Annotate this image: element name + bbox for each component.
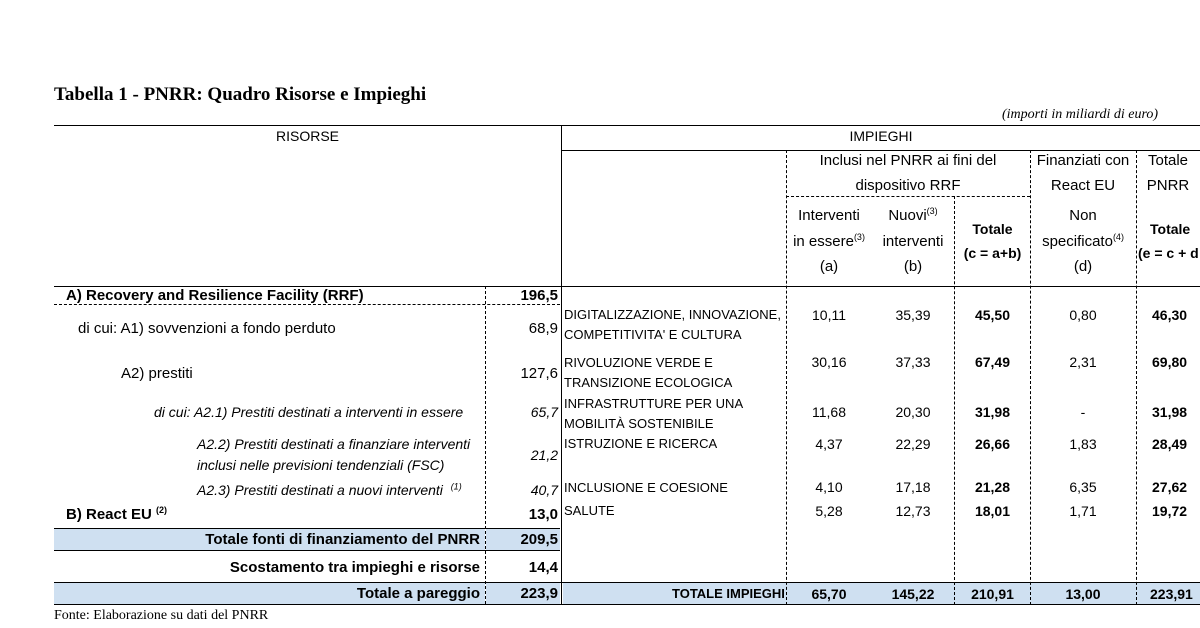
rrf-label: A) Recovery and Resilience Facility (RRF): [66, 287, 364, 304]
rrf-value: 196,5: [520, 287, 558, 304]
a22-value: 21,2: [530, 447, 558, 463]
impieghi-row-label: ISTRUZIONE E RICERCA: [564, 436, 718, 451]
impieghi-row-label: INCLUSIONE E COESIONE: [564, 480, 728, 495]
source-note: Fonte: Elaborazione su dati del PNRR: [54, 608, 269, 623]
table-top-rule: [54, 125, 1200, 126]
totale-impieghi-e: 223,91: [1150, 586, 1193, 602]
impieghi-cell-b: 35,39: [895, 307, 931, 323]
impieghi-cell-e: 19,72: [1152, 503, 1188, 519]
pareggio-top-rule: [54, 582, 1200, 583]
react-label: B) React EU $^{(2)}$: [66, 505, 168, 523]
units-note: (importi in miliardi di euro): [1002, 107, 1159, 122]
impieghi-cell-d: 2,31: [1069, 354, 1097, 370]
scostamento-label: Scostamento tra impieghi e risorse: [229, 559, 480, 576]
col-e-header-line1: Totale: [1150, 221, 1191, 237]
finanziati-header-line1: Finanziati con: [1036, 152, 1130, 169]
totale-impieghi-label: TOTALE IMPIEGHI: [672, 586, 785, 601]
impieghi-cell-d: 6,35: [1069, 479, 1097, 495]
impieghi-cell-d: -: [1080, 404, 1086, 420]
impieghi-row-label: INFRASTRUTTURE PER UNA MOBILITÀ SOSTENIBILE: [564, 396, 743, 431]
impieghi-cell-c: 45,50: [974, 307, 1011, 323]
inclusi-header-line1: Inclusi nel PNRR ai fini del: [819, 152, 997, 169]
impieghi-cell-c: 31,98: [974, 404, 1011, 420]
col-a-header-line3: (a): [819, 258, 839, 275]
col-e-header-line2: (e = c + d: [1138, 245, 1199, 261]
impieghi-cell-b: 37,33: [895, 354, 931, 370]
col-d-header-line3: (d): [1073, 258, 1093, 275]
impieghi-header-rule: [562, 150, 1200, 151]
col-d-header-line2: specificato$^{(4)}$: [1042, 232, 1124, 250]
impieghi-cell-b: 20,30: [895, 404, 931, 420]
react-value: 13,0: [528, 506, 558, 523]
impieghi-cell-c: 67,49: [974, 354, 1011, 370]
impieghi-cell-e: 69,80: [1152, 354, 1188, 370]
impieghi-cell-b: 22,29: [895, 436, 931, 452]
a23-label: A2.3) Prestiti destinati a nuovi interventi $^{(1)}$: [197, 481, 462, 498]
impieghi-cell-e: 27,62: [1152, 479, 1188, 495]
subheader-dashed-rule: [786, 196, 1030, 197]
pareggio-label: Totale a pareggio: [356, 585, 480, 602]
a2-value: 127,6: [520, 365, 558, 382]
impieghi-cell-b: 12,73: [895, 503, 931, 519]
col-a-header-line2: in essere$^{(3)}$: [793, 232, 865, 250]
impieghi-cell-e: 31,98: [1152, 404, 1188, 420]
totale-impieghi-a: 65,70: [811, 586, 847, 602]
risorse-value-divider: [485, 286, 486, 604]
totale-pnrr-header-line2: PNRR: [1146, 177, 1190, 194]
a1-value: 68,9: [528, 320, 558, 337]
a23-value: 40,7: [530, 482, 558, 498]
impieghi-cell-e: 46,30: [1152, 307, 1188, 323]
impieghi-cell-d: 1,71: [1069, 503, 1097, 519]
impieghi-cell-a: 4,37: [815, 436, 843, 452]
col-c-header-line2: (c = a+b): [963, 245, 1022, 261]
impieghi-cell-c: 26,66: [974, 436, 1011, 452]
impieghi-cell-e: 28,49: [1152, 436, 1188, 452]
impieghi-cell-a: 4,10: [815, 479, 843, 495]
impieghi-cell-d: 1,83: [1069, 436, 1097, 452]
pareggio-value: 223,9: [520, 585, 558, 602]
inclusi-header-line2: dispositivo RRF: [855, 177, 961, 194]
impieghi-row-label: DIGITALIZZAZIONE, INNOVAZIONE, COMPETITIVITA' E CULTURA: [564, 307, 781, 342]
impieghi-header: IMPIEGHI: [849, 128, 913, 144]
col-a-header-line1: Interventi: [798, 207, 860, 224]
scostamento-value: 14,4: [528, 559, 558, 576]
totale-impieghi-c: 210,91: [971, 586, 1014, 602]
impieghi-cell-d: 0,80: [1069, 307, 1097, 323]
totale-pnrr-header-line1: Totale: [1147, 152, 1189, 169]
a1-label: di cui: A1) sovvenzioni a fondo perduto: [78, 320, 336, 337]
col-b-header-line2: interventi: [882, 233, 944, 250]
table-title: Tabella 1 - PNRR: Quadro Risorse e Impieghi: [54, 84, 427, 105]
impieghi-cell-a: 30,16: [811, 354, 847, 370]
totale-fonti-value: 209,5: [520, 531, 558, 548]
a21-label: di cui: A2.1) Prestiti destinati a interventi in essere: [154, 404, 464, 420]
totale-impieghi-d: 13,00: [1065, 586, 1101, 602]
a21-value: 65,7: [530, 404, 558, 420]
impieghi-row-label: SALUTE: [564, 503, 615, 518]
col-b-header-line3: (b): [903, 258, 923, 275]
impieghi-cell-a: 10,11: [812, 307, 846, 323]
finanziati-header-line2: React EU: [1050, 177, 1116, 194]
table-bottom-rule: [54, 604, 1200, 605]
col-e-left-divider: [1136, 150, 1137, 605]
totale-fonti-label: Totale fonti di finanziamento del PNRR: [205, 531, 480, 548]
impieghi-row-label: RIVOLUZIONE VERDE E TRANSIZIONE ECOLOGICA: [564, 355, 733, 390]
impieghi-cell-c: 18,01: [974, 503, 1011, 519]
col-d-header-line1: Non: [1069, 207, 1097, 224]
impieghi-cell-a: 5,28: [815, 503, 843, 519]
a22-label-line1: A2.2) Prestiti destinati a finanziare interventi: [197, 436, 471, 452]
totale-impieghi-b: 145,22: [891, 586, 935, 602]
a22-label-line2: inclusi nelle previsioni tendenziali (FSC): [197, 457, 445, 473]
impieghi-cell-a: 11,68: [812, 404, 846, 420]
impieghi-cell-c: 21,28: [974, 479, 1011, 495]
risorse-header: RISORSE: [275, 128, 339, 144]
col-c-header-line1: Totale: [972, 221, 1013, 237]
impieghi-cell-b: 17,18: [895, 479, 931, 495]
a2-label: A2) prestiti: [121, 365, 193, 382]
risorse-impieghi-divider: [561, 125, 562, 605]
col-b-header-line1: Nuovi$^{(3)}$: [888, 206, 938, 224]
